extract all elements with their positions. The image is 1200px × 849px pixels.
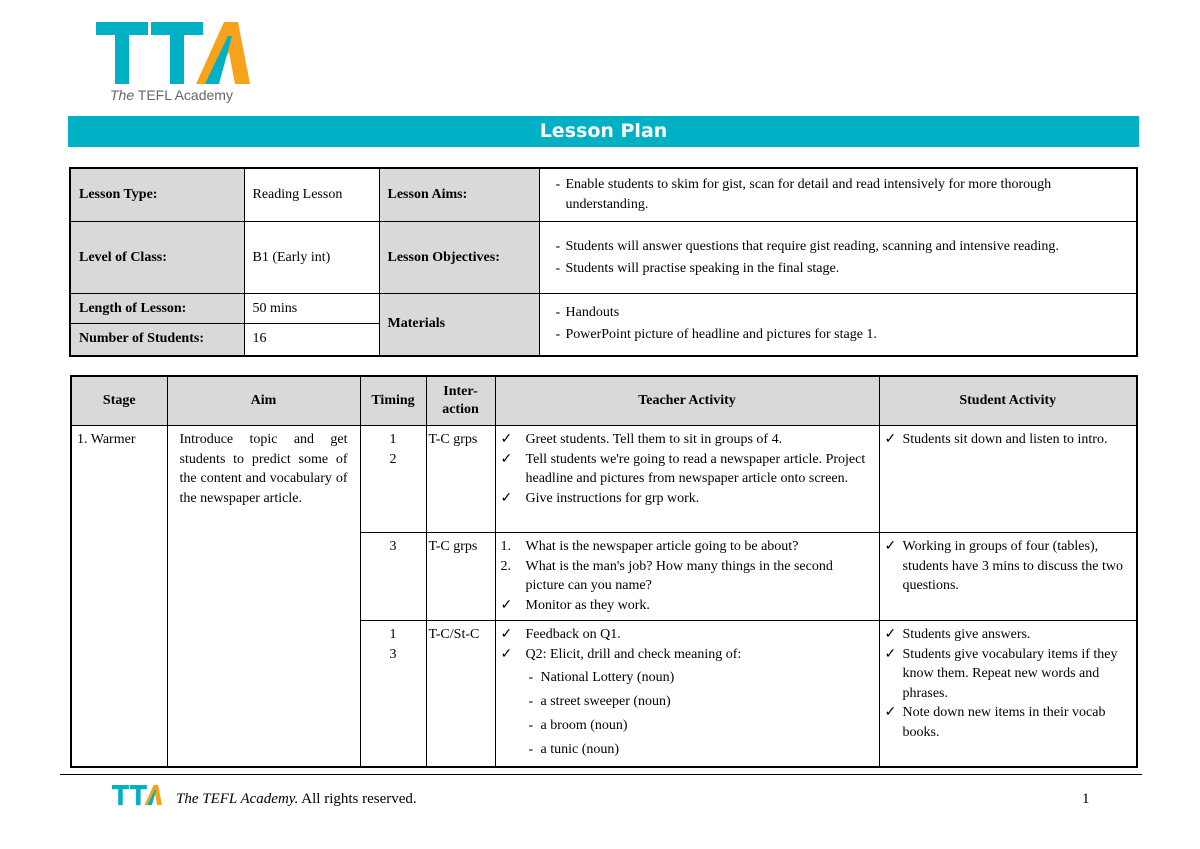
level-label: Level of Class: (70, 222, 244, 294)
student-activity-cell (879, 426, 1137, 533)
material-item: - Handouts (548, 303, 1129, 323)
number-marker: 1. (500, 539, 511, 554)
list-item: ✓ Q2: Elicit, drill and check meaning of: (501, 645, 874, 665)
check-icon: ✓ (884, 432, 897, 447)
list-item: 2. What is the man's job? How many things in the second picture can you name? (500, 558, 833, 593)
number-marker: 2. (500, 558, 511, 574)
student-activity-cell (879, 533, 1137, 621)
length-value: 50 mins (244, 294, 379, 324)
logo-tagline: The TEFL Academy (110, 87, 233, 103)
list-item: ✓ Students give vocabulary items if they know them. Repeat new words and phrases. (884, 646, 1118, 701)
list-item: ✓ Note down new items in their vocab books. (884, 705, 1106, 740)
list-item: ✓ Monitor as they work. (501, 596, 874, 616)
check-icon: ✓ (884, 627, 897, 642)
stage-cell: 1. Warmer (71, 426, 167, 768)
header-teacher-activity: Teacher Activity (495, 376, 879, 426)
check-icon: ✓ (500, 597, 513, 613)
list-item: 1. What is the newspaper article going to be about? (501, 537, 874, 557)
lesson-aims-label: Lesson Aims: (379, 168, 539, 222)
materials-label: Materials (379, 294, 539, 356)
header-student-activity: Student Activity (879, 376, 1137, 426)
page-number: 1 (1082, 791, 1090, 807)
header-interaction: Inter- action (426, 376, 495, 426)
check-icon: ✓ (500, 432, 513, 447)
footer-divider (60, 774, 1142, 775)
teacher-activity-cell (495, 621, 879, 768)
timing-value: 3 (389, 539, 397, 554)
lesson-aims-value (539, 168, 1137, 222)
timing-cell (360, 621, 426, 768)
list-item: ✓ Tell students we're going to read a newspaper article. Project headline and pictures from newspaper article onto screen. (500, 451, 866, 486)
objectives-label: Lesson Objectives: (379, 222, 539, 294)
timing-value: 1 (389, 432, 397, 447)
table-row (71, 426, 1137, 533)
list-item: ✓ Working in groups of four (tables), students have 3 mins to discuss the two questions. (884, 539, 1123, 593)
list-item: ✓ Greet students. Tell them to sit in groups of 4. (501, 430, 874, 450)
teacher-activity-cell (495, 426, 879, 533)
header-aim: Aim (167, 376, 360, 426)
students-label: Number of Students: (70, 324, 244, 356)
student-activity-cell (879, 621, 1137, 768)
timing-value: 3 (389, 646, 397, 662)
page-title: Lesson Plan (68, 116, 1139, 147)
aim-item: - Enable students to skim for gist, scan for detail and read intensively for more thorough understanding. (548, 175, 1129, 215)
vocab-item: - a street sweeper (noun) (501, 690, 874, 714)
list-item: ✓ Feedback on Q1. (501, 625, 874, 645)
check-icon: ✓ (500, 627, 513, 642)
lesson-plan-table (70, 375, 1138, 768)
header-timing: Timing (360, 376, 426, 426)
list-item: ✓ Give instructions for grp work. (501, 489, 874, 509)
length-label: Length of Lesson: (70, 294, 244, 324)
materials-value (539, 294, 1137, 356)
footer-logo (112, 784, 164, 814)
objective-item: - Students will answer questions that require gist reading, scanning and intensive reading. (548, 237, 1129, 257)
check-icon: ✓ (500, 490, 513, 506)
vocab-item: - a tunic (noun) (501, 738, 874, 762)
interaction-cell: T-C/St-C (426, 621, 495, 768)
vocab-item: - National Lottery (noun) (501, 666, 874, 690)
teacher-activity-cell (495, 533, 879, 621)
material-item: - PowerPoint picture of headline and pictures for stage 1. (548, 325, 1129, 345)
header-stage: Stage (71, 376, 167, 426)
list-item: ✓ Students give answers. (885, 625, 1132, 645)
level-value: B1 (Early int) (244, 222, 379, 294)
interaction-cell: T-C grps (426, 533, 495, 621)
timing-cell (360, 426, 426, 533)
check-icon: ✓ (884, 705, 897, 720)
aim-cell: Introduce topic and get students to predict some of the content and vocabulary of the newspaper article. (167, 426, 360, 768)
timing-cell (360, 533, 426, 621)
objective-item: - Students will practise speaking in the final stage. (548, 259, 1129, 279)
lesson-type-value: Reading Lesson (244, 168, 379, 222)
check-icon: ✓ (884, 646, 897, 662)
timing-value: 1 (389, 627, 397, 642)
timing-value: 2 (389, 451, 397, 467)
students-value: 16 (244, 324, 379, 356)
interaction-cell: T-C grps (426, 426, 495, 533)
list-item: ✓ Students sit down and listen to intro. (885, 430, 1132, 450)
vocab-item: - a broom (noun) (501, 714, 874, 738)
objectives-value (539, 222, 1137, 294)
footer-copyright: The TEFL Academy. All rights reserved. (176, 791, 417, 807)
check-icon: ✓ (884, 539, 897, 554)
lesson-info-table (69, 167, 1138, 357)
check-icon: ✓ (500, 646, 513, 662)
check-icon: ✓ (500, 451, 513, 467)
lesson-type-label: Lesson Type: (70, 168, 244, 222)
